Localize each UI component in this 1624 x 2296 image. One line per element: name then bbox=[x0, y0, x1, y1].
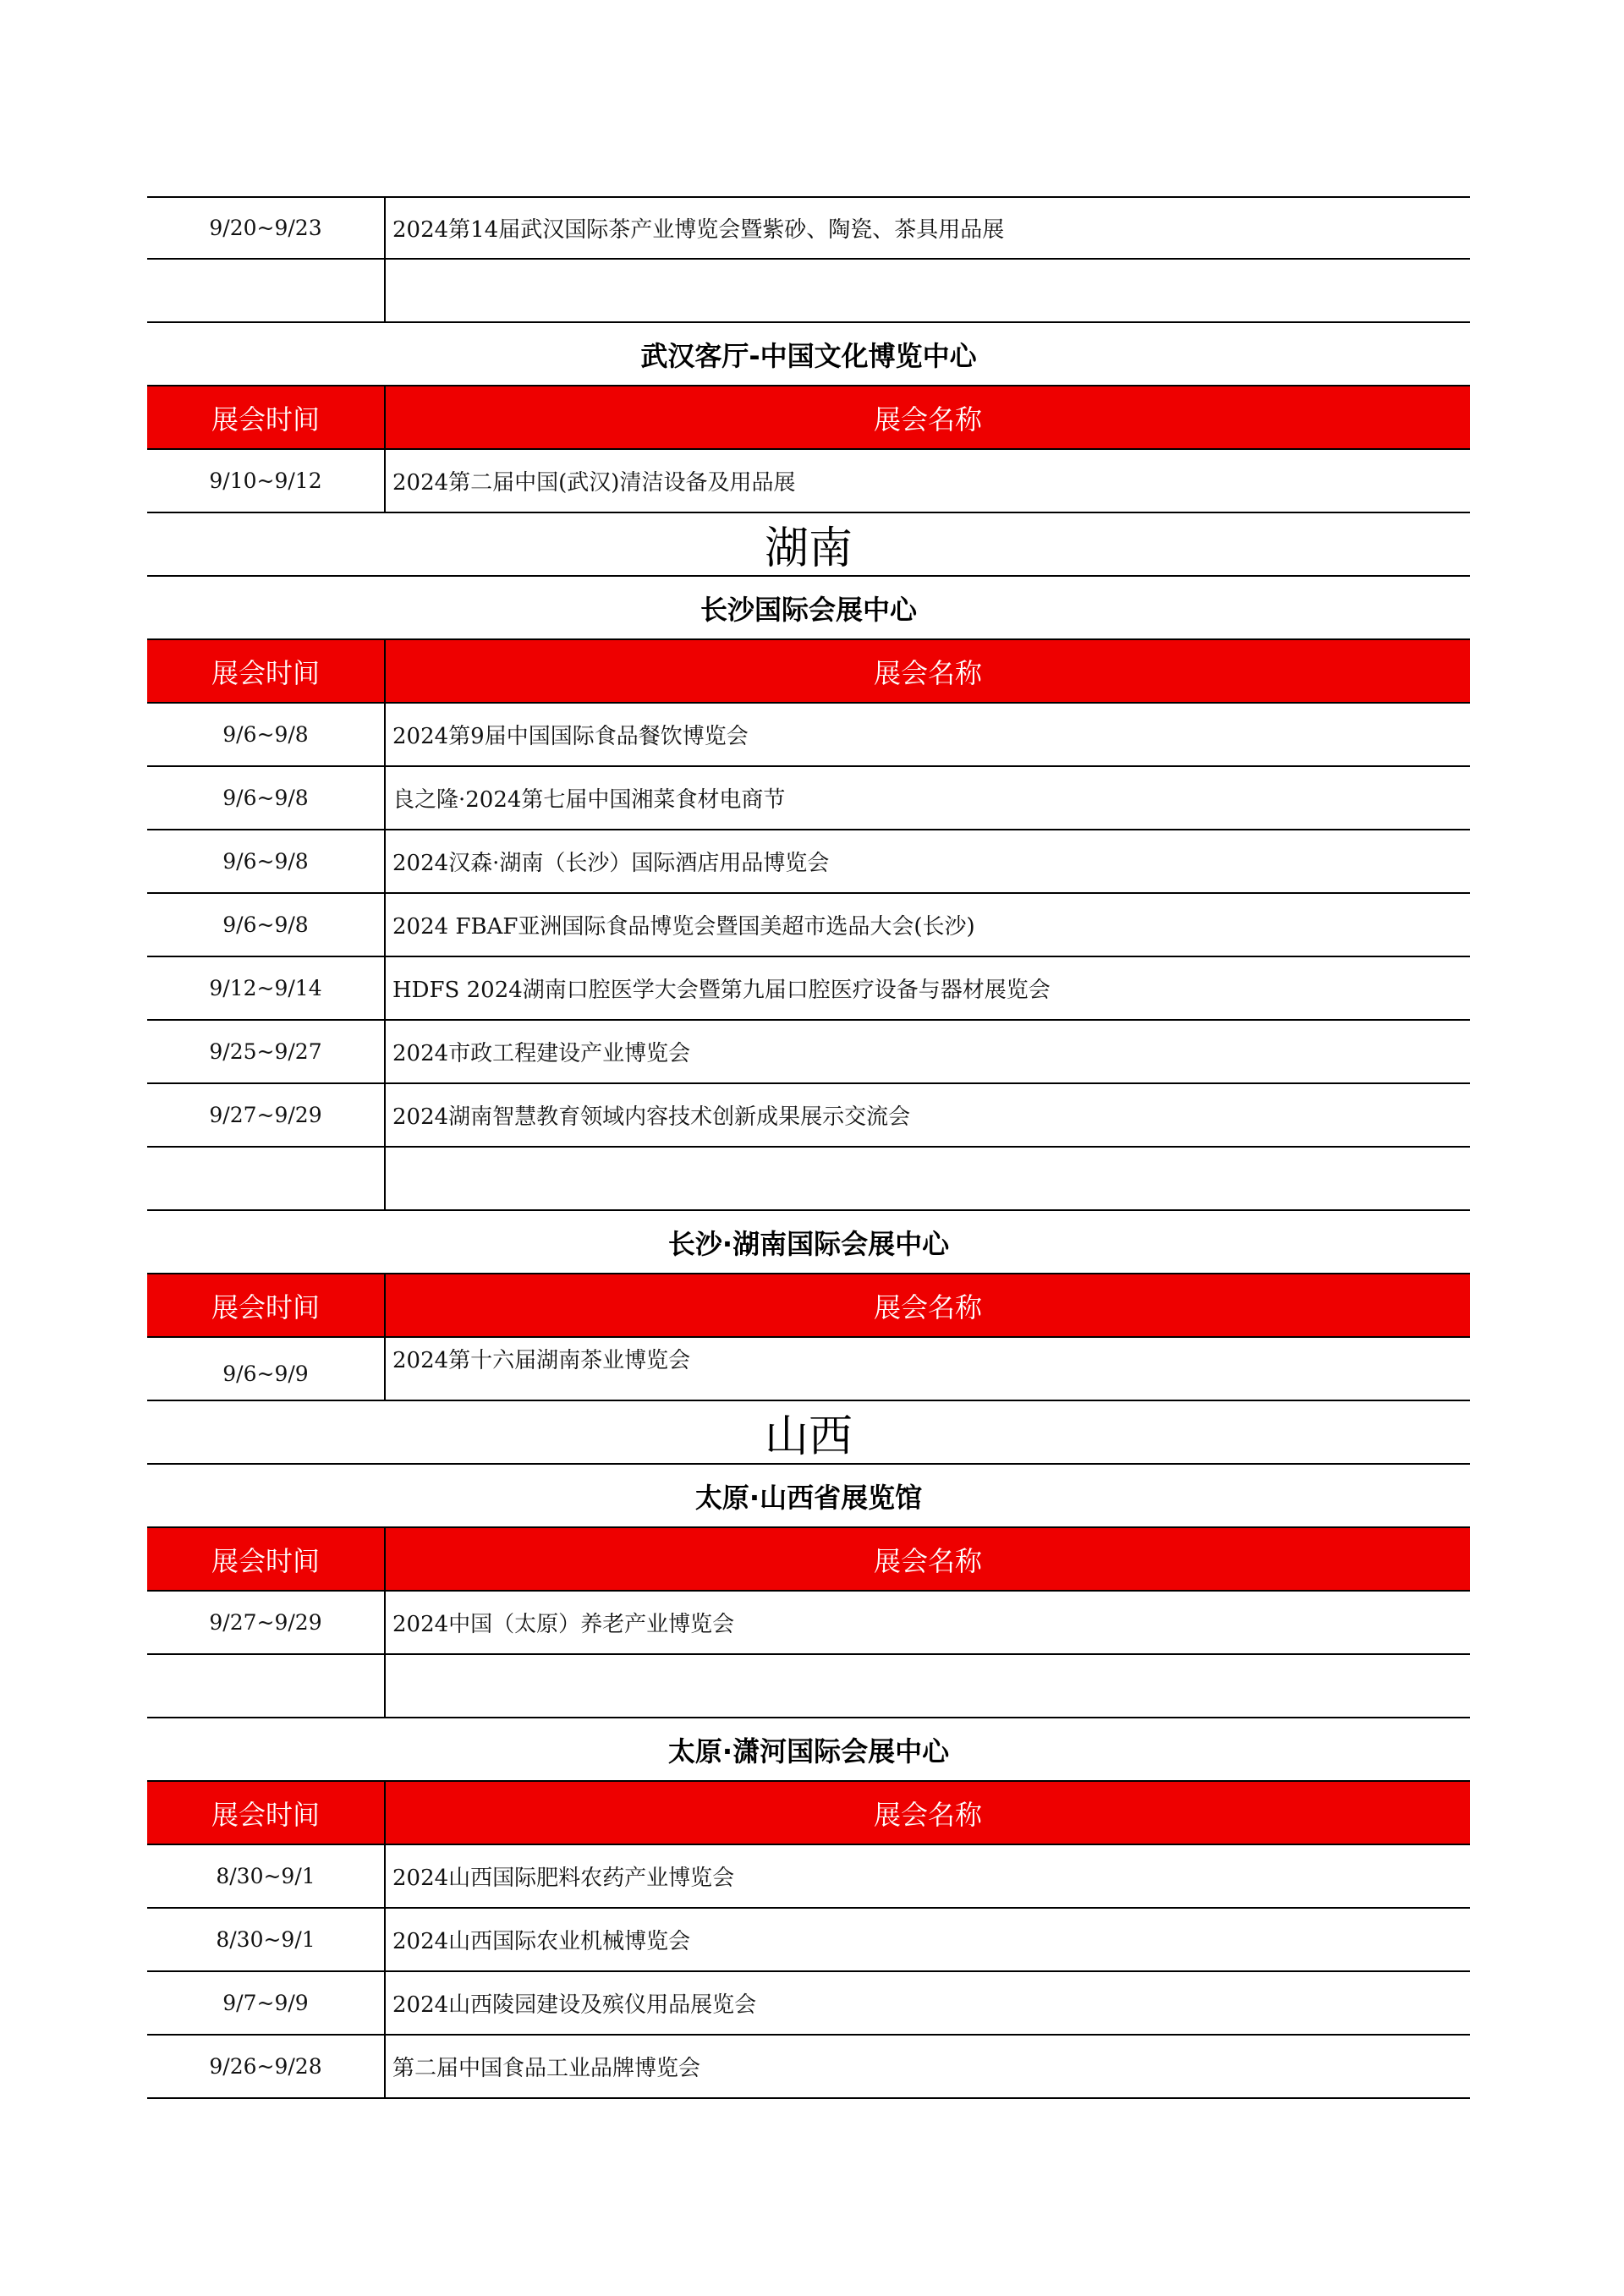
table-header bbox=[147, 1528, 1470, 1592]
table-row bbox=[147, 957, 1470, 1021]
table-row bbox=[147, 894, 1470, 957]
table-row bbox=[147, 2036, 1470, 2099]
table-row bbox=[147, 450, 1470, 513]
exhibition-name: 2024山西陵园建设及殡仪用品展览会 bbox=[392, 1992, 757, 2018]
table-row bbox=[147, 1655, 1470, 1718]
exhibition-date: 9/6~9/8 bbox=[147, 704, 386, 765]
exhibition-date: 9/6~9/8 bbox=[147, 830, 386, 892]
table-row bbox=[147, 1021, 1470, 1084]
table-row bbox=[147, 1338, 1470, 1401]
exhibition-name bbox=[386, 1148, 1470, 1209]
table-header bbox=[147, 1782, 1470, 1845]
exhibition-name: 2024 FBAF亚洲国际食品博览会暨国美超市选品大会(长沙) bbox=[392, 914, 975, 940]
exhibition-date: 9/27~9/29 bbox=[147, 1592, 386, 1653]
exhibition-name bbox=[386, 1655, 1470, 1717]
table-row bbox=[147, 1084, 1470, 1148]
exhibition-name: 2024第9届中国国际食品餐饮博览会 bbox=[392, 724, 749, 749]
exhibition-date: 9/20~9/23 bbox=[147, 198, 386, 258]
exhibition-date bbox=[147, 1148, 386, 1209]
table-row bbox=[147, 1592, 1470, 1655]
exhibition-name bbox=[386, 260, 1470, 321]
exhibition-date: 9/10~9/12 bbox=[147, 450, 386, 512]
time-header: 展会时间 bbox=[147, 640, 386, 702]
table-row bbox=[147, 196, 1470, 260]
exhibition-name: HDFS 2024湖南口腔医学大会暨第九届口腔医疗设备与器材展览会 bbox=[392, 978, 1051, 1003]
exhibition-name: 2024中国（太原）养老产业博览会 bbox=[392, 1612, 735, 1637]
table-header bbox=[147, 640, 1470, 704]
exhibition-date: 9/6~9/8 bbox=[147, 894, 386, 956]
exhibition-name: 2024市政工程建设产业博览会 bbox=[392, 1041, 691, 1066]
venue-title: 长沙·湖南国际会展中心 bbox=[147, 1211, 1470, 1274]
exhibition-date: 9/7~9/9 bbox=[147, 1972, 386, 2034]
table-row bbox=[147, 1972, 1470, 2036]
exhibition-name: 2024山西国际肥料农药产业博览会 bbox=[392, 1866, 735, 1891]
exhibition-date: 9/27~9/29 bbox=[147, 1084, 386, 1146]
exhibition-name: 2024汉森·湖南（长沙）国际酒店用品博览会 bbox=[392, 851, 830, 876]
province-title: 山西 bbox=[147, 1401, 1470, 1465]
exhibition-date bbox=[147, 260, 386, 321]
exhibition-name: 2024第14届武汉国际茶产业博览会暨紫砂、陶瓷、茶具用品展 bbox=[392, 217, 1005, 243]
name-header: 展会名称 bbox=[873, 1544, 982, 1577]
venue-title: 太原·山西省展览馆 bbox=[147, 1465, 1470, 1528]
venue-title: 太原·潇河国际会展中心 bbox=[147, 1718, 1470, 1782]
exhibition-name: 2024第二届中国(武汉)清洁设备及用品展 bbox=[392, 470, 796, 496]
time-header: 展会时间 bbox=[147, 1782, 386, 1844]
table-header bbox=[147, 1274, 1470, 1338]
time-header: 展会时间 bbox=[147, 386, 386, 448]
table-row bbox=[147, 767, 1470, 830]
table-row bbox=[147, 1148, 1470, 1211]
table-row bbox=[147, 704, 1470, 767]
exhibition-name: 良之隆·2024第七届中国湘菜食材电商节 bbox=[392, 787, 786, 813]
exhibition-date: 8/30~9/1 bbox=[147, 1909, 386, 1970]
name-header: 展会名称 bbox=[873, 403, 982, 436]
name-header: 展会名称 bbox=[873, 1290, 982, 1323]
table-row bbox=[147, 830, 1470, 894]
exhibition-name: 第二届中国食品工业品牌博览会 bbox=[392, 2056, 701, 2081]
name-header: 展会名称 bbox=[873, 1798, 982, 1831]
province-title: 湖南 bbox=[147, 513, 1470, 577]
time-header: 展会时间 bbox=[147, 1528, 386, 1590]
exhibition-date: 9/6~9/9 bbox=[147, 1338, 386, 1400]
exhibition-date: 9/25~9/27 bbox=[147, 1021, 386, 1082]
venue-title: 长沙国际会展中心 bbox=[147, 577, 1470, 640]
exhibition-date: 8/30~9/1 bbox=[147, 1845, 386, 1907]
exhibition-date: 9/26~9/28 bbox=[147, 2036, 386, 2097]
exhibition-date: 9/6~9/8 bbox=[147, 767, 386, 829]
exhibition-date bbox=[147, 1655, 386, 1717]
exhibition-name: 2024第十六届湖南茶业博览会 bbox=[392, 1348, 691, 1373]
table-row bbox=[147, 1845, 1470, 1909]
table-row bbox=[147, 260, 1470, 323]
table-row bbox=[147, 1909, 1470, 1972]
exhibition-schedule-table bbox=[147, 196, 1470, 2099]
time-header: 展会时间 bbox=[147, 1274, 386, 1336]
venue-title: 武汉客厅-中国文化博览中心 bbox=[147, 323, 1470, 386]
exhibition-date: 9/12~9/14 bbox=[147, 957, 386, 1019]
exhibition-name: 2024湖南智慧教育领域内容技术创新成果展示交流会 bbox=[392, 1104, 911, 1130]
table-header bbox=[147, 386, 1470, 450]
exhibition-name: 2024山西国际农业机械博览会 bbox=[392, 1929, 691, 1954]
name-header: 展会名称 bbox=[873, 656, 982, 689]
